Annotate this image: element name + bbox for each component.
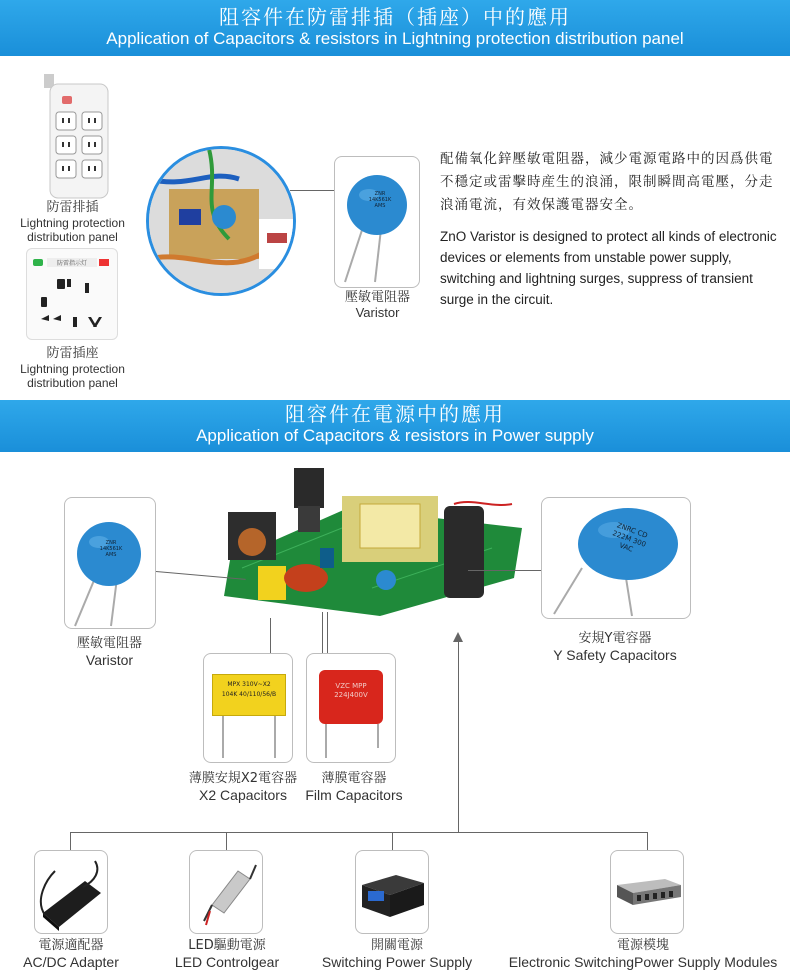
y-capacitor-image-frame xyxy=(541,497,691,619)
switching-power-label-en: Switching Power Supply xyxy=(321,954,473,970)
power-module-label-en: Electronic SwitchingPower Supply Modules xyxy=(508,954,778,970)
power-strip-label-zh: 防雷排插 xyxy=(46,200,99,215)
connector-line xyxy=(468,570,542,571)
switching-power-image-frame xyxy=(355,850,429,934)
x2-marking-line2: 104K 40/110/56/B xyxy=(221,691,277,698)
y-capacitor-marking: ZNRC CD 222M 300 VAC xyxy=(611,521,649,554)
section-title-zh: 阻容件在防雷排插（插座）中的應用 xyxy=(219,5,571,29)
arrow-shaft xyxy=(458,640,459,832)
magnified-circuit-image xyxy=(146,146,296,296)
film-marking-line2: 224J400V xyxy=(334,691,368,699)
bracket-horizontal xyxy=(70,832,648,833)
x2-capacitor-label-en: X2 Capacitors xyxy=(199,787,287,803)
film-capacitor-image-frame xyxy=(306,653,396,763)
wall-socket-caption xyxy=(0,346,145,390)
varistor-image-frame xyxy=(334,156,420,288)
varistor-marking: ZNR 14K561K AMS xyxy=(368,191,392,209)
wall-socket-image xyxy=(26,248,118,340)
led-driver-label-zh: LED驅動電源 xyxy=(188,938,266,953)
varistor-marking-2: ZNR 14K561K AMS xyxy=(99,540,123,558)
film-capacitor-label-zh: 薄膜電容器 xyxy=(321,771,387,786)
wall-socket-label-en: Lightning protection distribution panel xyxy=(20,362,125,390)
varistor-caption-1 xyxy=(320,290,435,320)
adapter-caption xyxy=(10,938,132,970)
x2-capacitor-label-zh: 薄膜安規X2電容器 xyxy=(188,771,298,786)
varistor-image-frame-2 xyxy=(64,497,156,629)
film-marking-line1: VZC MPP xyxy=(335,682,367,690)
connector-line xyxy=(327,612,328,654)
y-capacitor-label-zh: 安規Y電容器 xyxy=(578,631,652,646)
bracket-drop xyxy=(647,832,648,850)
socket-indicator-text: 防雷指示灯 xyxy=(47,258,97,267)
power-module-image-frame xyxy=(610,850,684,934)
varistor-label-en: Varistor xyxy=(355,305,400,320)
connector-line xyxy=(290,190,336,191)
power-module-caption xyxy=(496,938,790,970)
switching-power-label-zh: 開關電源 xyxy=(370,938,423,953)
wall-socket-label-zh: 防雷插座 xyxy=(46,346,99,361)
x2-marking-line1: MPX 310V~X2 xyxy=(227,681,271,688)
film-capacitor-label-en: Film Capacitors xyxy=(305,787,403,803)
section2-title-en: Application of Capacitors & resistors in Power supply xyxy=(196,426,594,445)
led-driver-image-frame xyxy=(189,850,263,934)
led-driver-caption xyxy=(166,938,288,970)
varistor-label-zh: 壓敏電阻器 xyxy=(344,290,410,305)
arrow-head xyxy=(453,632,463,642)
description-en: ZnO Varistor is designed to protect all kinds of electronic devices or elements from unstable power supply, switching and lightning surges, suppress of transient surge in the circuit. xyxy=(440,229,777,307)
y-capacitor-caption xyxy=(530,631,700,664)
bracket-drop xyxy=(70,832,71,850)
bracket-drop xyxy=(226,832,227,850)
varistor2-label-zh: 壓敏電阻器 xyxy=(76,636,142,651)
y-capacitor-label-en: Y Safety Capacitors xyxy=(553,647,677,663)
x2-capacitor-image-frame xyxy=(203,653,293,763)
led-driver-label-en: LED Controlgear xyxy=(174,954,280,970)
bracket-drop xyxy=(392,832,393,850)
adapter-image-frame xyxy=(34,850,108,934)
section-banner-lightning xyxy=(0,0,790,56)
switching-power-caption xyxy=(312,938,482,970)
description-zh: 配備氧化鋅壓敏電阻器，減少電源電路中的因爲供電不穩定或雷擊時産生的浪涌，限制瞬間高電壓，分走浪涌電流，有效保護電器安全。 xyxy=(440,151,774,213)
film-capacitor-caption xyxy=(296,771,412,804)
varistor-caption-2 xyxy=(52,636,167,669)
adapter-label-zh: 電源適配器 xyxy=(38,938,104,953)
power-strip-caption xyxy=(0,200,145,244)
x2-capacitor-caption xyxy=(178,771,308,804)
varistor2-label-en: Varistor xyxy=(85,652,134,668)
power-strip-image xyxy=(36,70,122,200)
connector-line xyxy=(270,618,271,654)
connector-line xyxy=(322,612,323,654)
section2-title-zh: 阻容件在電源中的應用 xyxy=(285,402,505,426)
section-title-en: Application of Capacitors & resistors in Lightning protection distribution panel xyxy=(106,29,684,48)
section-banner-power-supply xyxy=(0,400,790,452)
power-strip-label-en: Lightning protection distribution panel xyxy=(20,216,125,244)
power-module-label-zh: 電源模塊 xyxy=(616,938,669,953)
pcb-board-image xyxy=(222,468,522,620)
adapter-label-en: AC/DC Adapter xyxy=(23,954,119,970)
